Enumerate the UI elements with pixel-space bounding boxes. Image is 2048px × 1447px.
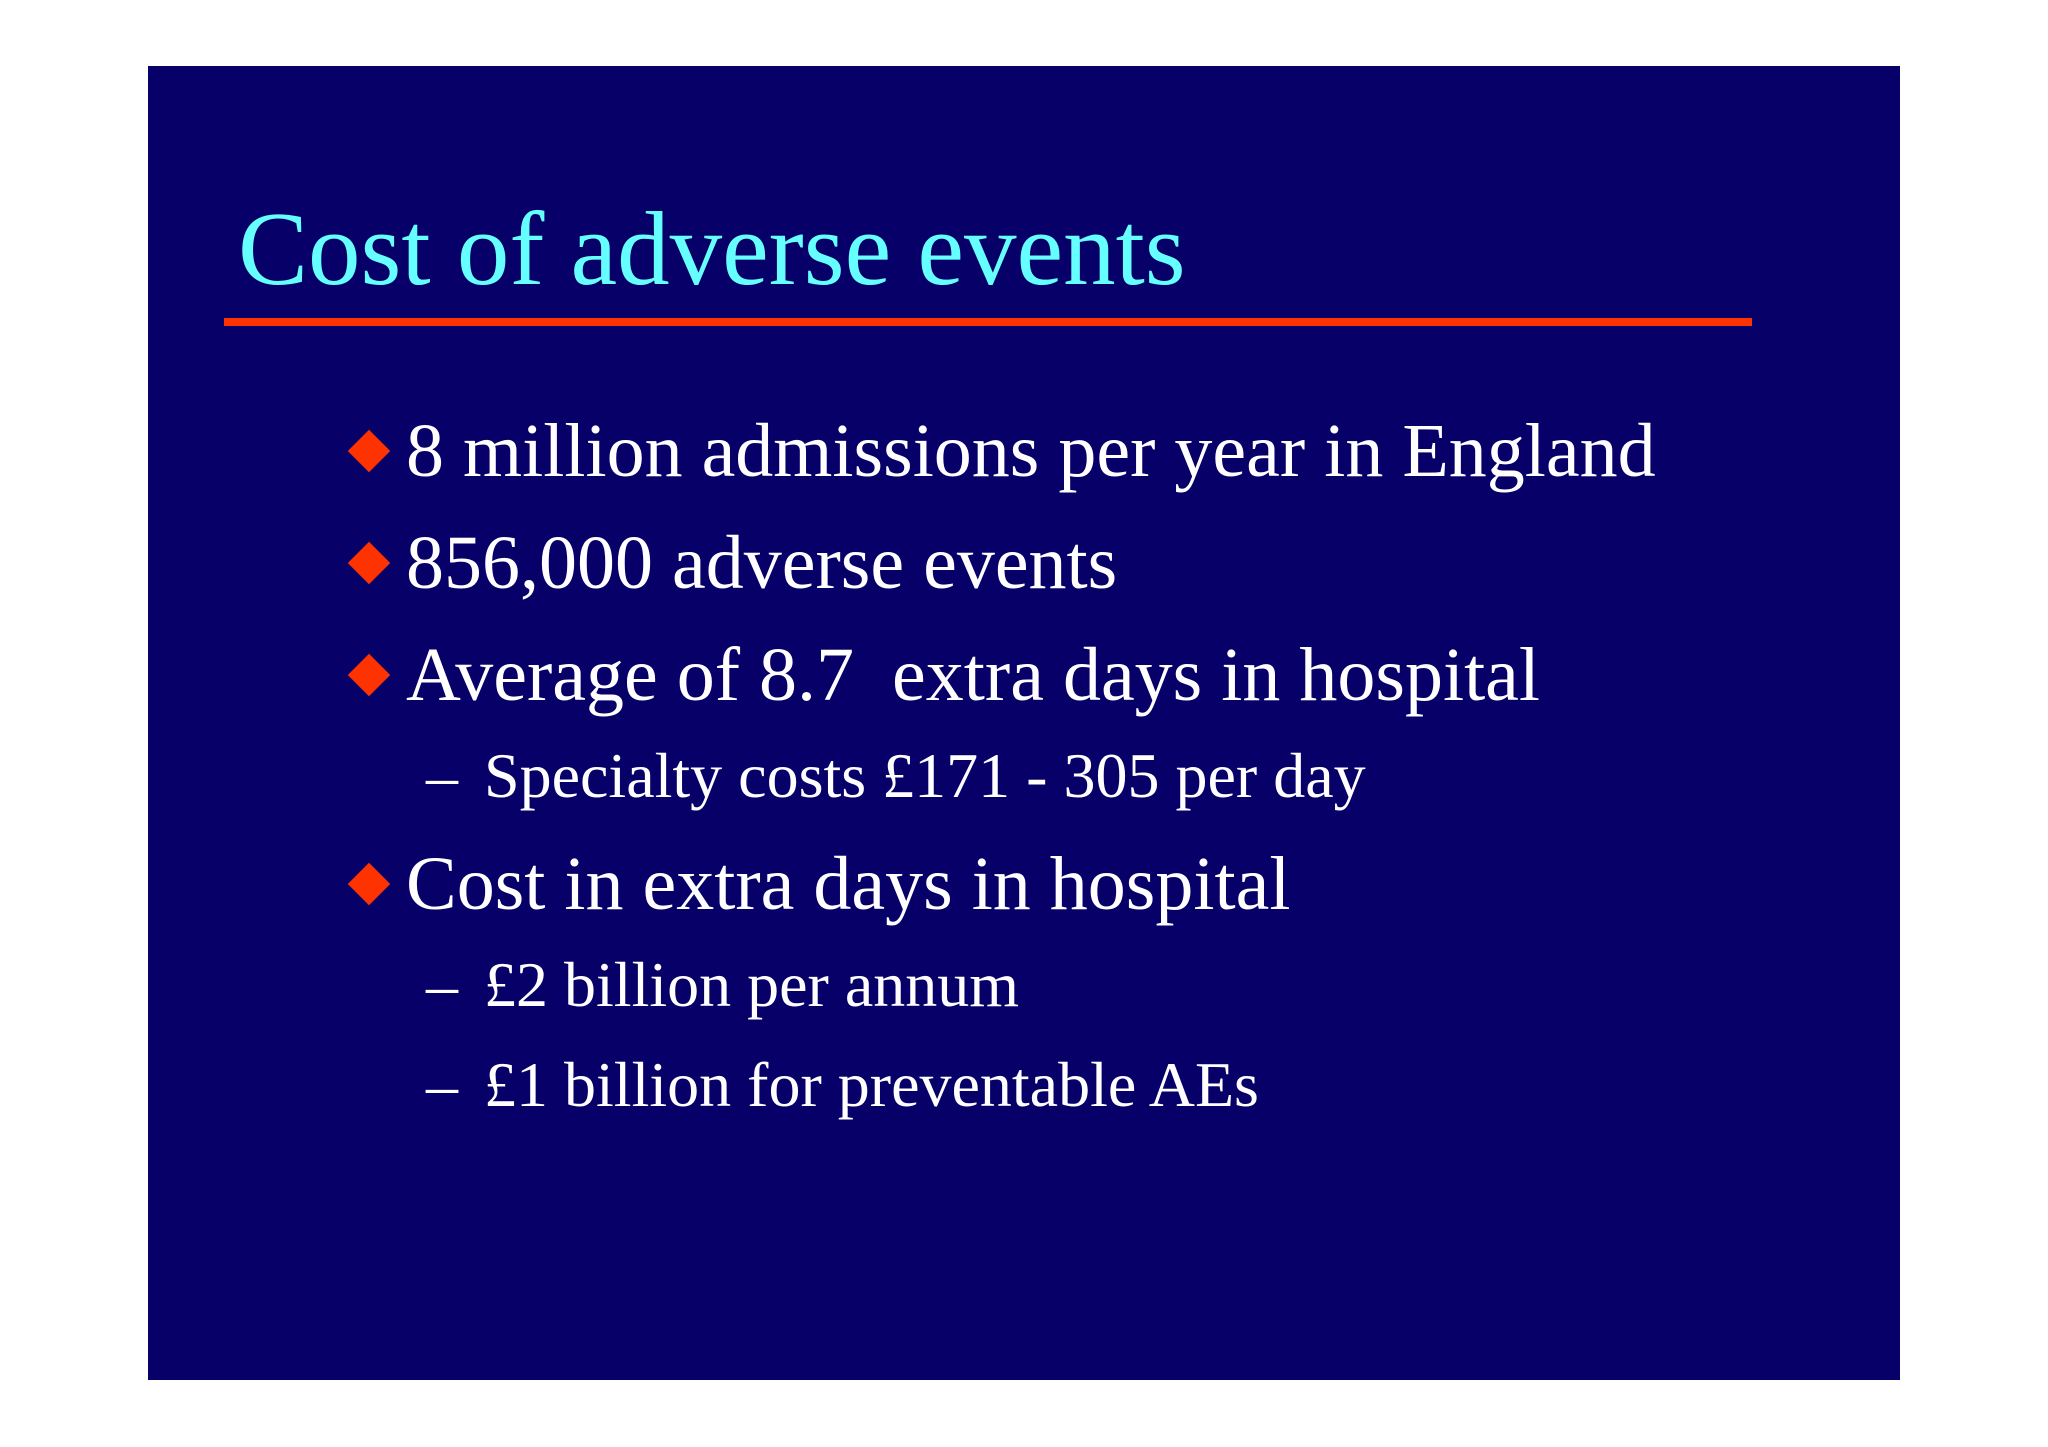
bullet-item — [345, 842, 1291, 926]
sub-bullet-text: Specialty costs £171 - 305 per day — [484, 740, 1366, 811]
bullet-item — [345, 521, 1118, 605]
bullet-text: 8 million admissions per year in England — [406, 409, 1656, 493]
bullet-item — [345, 409, 1656, 493]
sub-bullet-item — [426, 740, 1366, 811]
bullet-text: Average of 8.7 extra days in hospital — [406, 633, 1541, 717]
sub-bullet-item — [426, 949, 1020, 1020]
bullet-item — [345, 633, 1541, 717]
diamond-icon — [348, 542, 390, 584]
sub-bullet-item — [426, 1049, 1259, 1120]
diamond-icon — [348, 430, 390, 472]
bullet-text: Cost in extra days in hospital — [406, 842, 1291, 926]
diamond-icon — [348, 654, 390, 696]
dash-marker: – — [426, 740, 458, 811]
title-underline — [224, 318, 1752, 326]
slide-title: Cost of adverse events — [238, 190, 1186, 307]
sub-bullet-text: £1 billion for preventable AEs — [484, 1049, 1259, 1120]
slide — [148, 66, 1900, 1380]
dash-marker: – — [426, 949, 458, 1020]
dash-marker: – — [426, 1049, 458, 1120]
diamond-icon — [348, 863, 390, 905]
bullet-text: 856,000 adverse events — [406, 521, 1118, 605]
sub-bullet-text: £2 billion per annum — [484, 949, 1020, 1020]
